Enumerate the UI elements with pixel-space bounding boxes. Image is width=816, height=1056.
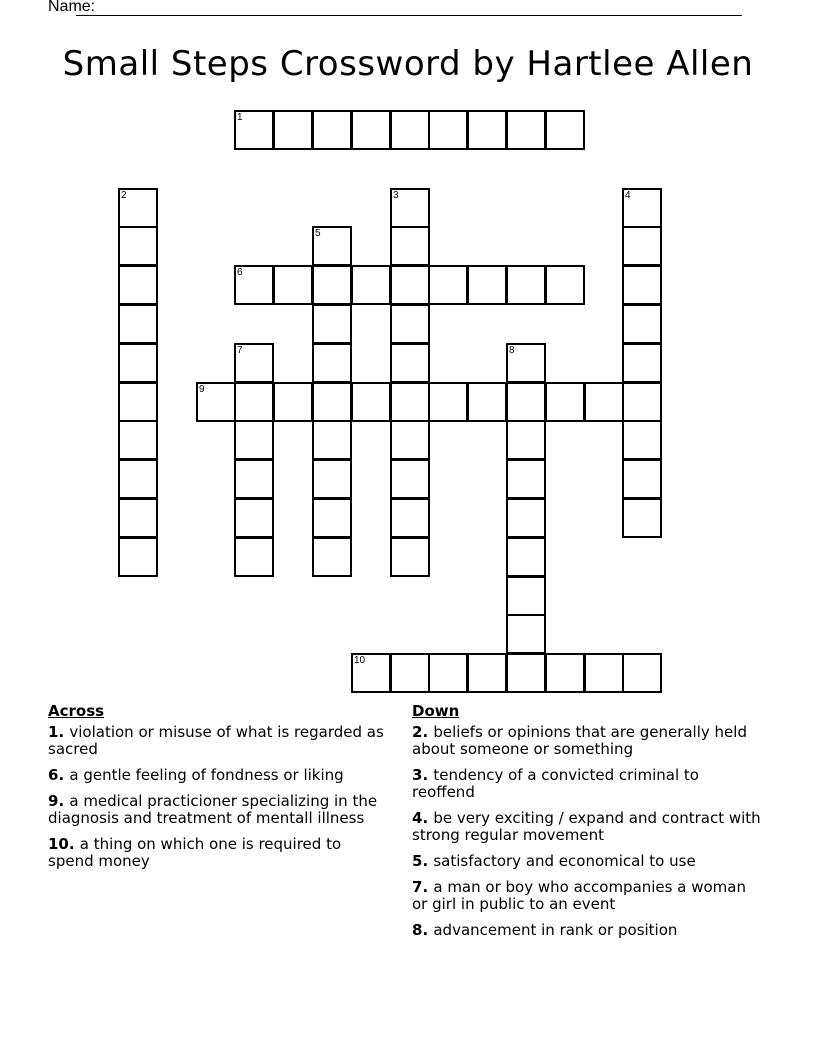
down-heading: Down: [412, 702, 460, 720]
grid-cell[interactable]: [390, 304, 430, 344]
grid-cell[interactable]: [506, 498, 546, 538]
clue-item-text: tendency of a convicted criminal to reoffend: [412, 766, 699, 801]
clue-item: 2. beliefs or opinions that are generally held about someone or something: [412, 723, 747, 758]
grid-cell[interactable]: [312, 343, 352, 383]
grid-cell[interactable]: [506, 110, 546, 150]
grid-cell[interactable]: [467, 110, 507, 150]
clue-number: 7: [237, 345, 243, 356]
clue-item-number: 3: [412, 766, 423, 784]
grid-cell[interactable]: [545, 382, 585, 422]
clue-item-text: beliefs or opinions that are generally held about someone or something: [412, 723, 747, 758]
clue-item: 3. tendency of a convicted criminal to reoffend: [412, 766, 699, 801]
grid-cell[interactable]: [584, 382, 624, 422]
grid-cell[interactable]: [118, 343, 158, 383]
grid-cell[interactable]: [234, 382, 274, 422]
clue-item: 6. a gentle feeling of fondness or liking: [48, 766, 344, 784]
clue-item-number: 5: [412, 852, 423, 870]
clue-item: 4. be very exciting / expand and contract with strong regular movement: [412, 809, 761, 844]
grid-cell[interactable]: [622, 343, 662, 383]
across-clues: [48, 724, 388, 879]
grid-cell[interactable]: [428, 265, 468, 305]
across-heading: Across: [48, 702, 105, 720]
grid-cell[interactable]: [467, 653, 507, 693]
clue-item-text: a medical practicioner specializing in the diagnosis and treatment of mentall illness: [48, 792, 378, 827]
down-clues: [412, 724, 762, 948]
grid-cell[interactable]: [467, 265, 507, 305]
grid-cell[interactable]: [390, 653, 430, 693]
grid-cell[interactable]: [390, 110, 430, 150]
clue-number: 9: [199, 384, 205, 395]
grid-cell[interactable]: [351, 110, 391, 150]
grid-cell[interactable]: [312, 304, 352, 344]
clue-number: 6: [237, 267, 243, 278]
grid-cell[interactable]: [234, 265, 274, 305]
grid-cell[interactable]: [312, 459, 352, 499]
grid-cell[interactable]: [622, 265, 662, 305]
grid-cell[interactable]: [622, 226, 662, 266]
grid-cell[interactable]: [351, 382, 391, 422]
clue-item-text: a gentle feeling of fondness or liking: [69, 766, 344, 784]
clue-number: 3: [393, 190, 399, 201]
grid-cell[interactable]: [234, 343, 274, 383]
grid-cell[interactable]: [467, 382, 507, 422]
grid-cell[interactable]: [118, 537, 158, 577]
grid-cell[interactable]: [234, 537, 274, 577]
grid-cell[interactable]: [234, 459, 274, 499]
clue-number: 2: [121, 190, 127, 201]
grid-cell[interactable]: [312, 382, 352, 422]
grid-cell[interactable]: [234, 420, 274, 460]
grid-cell[interactable]: [622, 498, 662, 538]
grid-cell[interactable]: [312, 498, 352, 538]
clue-item-number: 7: [412, 878, 423, 896]
clue-item: 8. advancement in rank or position: [412, 921, 678, 939]
grid-cell[interactable]: [312, 265, 352, 305]
grid-cell[interactable]: [118, 304, 158, 344]
grid-cell[interactable]: [390, 420, 430, 460]
grid-cell[interactable]: [428, 382, 468, 422]
name-label: Name:: [48, 0, 96, 15]
grid-cell[interactable]: [584, 653, 624, 693]
grid-cell[interactable]: [506, 653, 546, 693]
grid-cell[interactable]: [545, 653, 585, 693]
clue-number: 8: [509, 345, 515, 356]
grid-cell[interactable]: [506, 382, 546, 422]
clue-item-number: 10: [48, 835, 69, 853]
grid-cell[interactable]: [118, 188, 158, 228]
grid-cell[interactable]: [390, 188, 430, 228]
grid-cell[interactable]: [622, 653, 662, 693]
clue-item: 7. a man or boy who accompanies a woman or girl in public to an event: [412, 878, 746, 913]
clue-item-number: 1: [48, 723, 59, 741]
clue-item: 5. satisfactory and economical to use: [412, 852, 696, 870]
grid-cell[interactable]: [312, 537, 352, 577]
grid-cell[interactable]: [312, 420, 352, 460]
grid-cell[interactable]: [506, 537, 546, 577]
grid-cell[interactable]: [390, 343, 430, 383]
clue-item-text: satisfactory and economical to use: [433, 852, 696, 870]
clue-number: 10: [354, 655, 366, 666]
clue-item: 10. a thing on which one is required to spend money: [48, 835, 342, 870]
grid-cell[interactable]: [390, 382, 430, 422]
grid-cell[interactable]: [622, 304, 662, 344]
clue-item-text: a thing on which one is required to spend money: [48, 835, 342, 870]
clue-item-text: violation or misuse of what is regarded as sacred: [48, 723, 384, 758]
grid-cell[interactable]: [273, 382, 313, 422]
grid-cell[interactable]: [118, 459, 158, 499]
grid-cell[interactable]: [312, 226, 352, 266]
grid-cell[interactable]: [351, 265, 391, 305]
grid-cell[interactable]: [506, 459, 546, 499]
grid-cell[interactable]: [234, 110, 274, 150]
grid-cell[interactable]: [118, 498, 158, 538]
clue-item-number: 4: [412, 809, 423, 827]
grid-cell[interactable]: [312, 110, 352, 150]
grid-cell[interactable]: [234, 498, 274, 538]
clue-number: 5: [315, 228, 321, 239]
grid-cell[interactable]: [118, 420, 158, 460]
grid-cell[interactable]: [428, 110, 468, 150]
grid-cell[interactable]: [545, 110, 585, 150]
grid-cell[interactable]: [622, 188, 662, 228]
grid-cell[interactable]: [196, 382, 236, 422]
grid-cell[interactable]: [545, 265, 585, 305]
grid-cell[interactable]: [506, 576, 546, 616]
grid-cell[interactable]: [273, 265, 313, 305]
grid-cell[interactable]: [273, 110, 313, 150]
clue-number: 4: [625, 190, 631, 201]
clue-item: 1. violation or misuse of what is regarded as sacred: [48, 723, 384, 758]
grid-cell[interactable]: [118, 265, 158, 305]
grid-cell[interactable]: [428, 653, 468, 693]
grid-cell[interactable]: [390, 498, 430, 538]
clue-item-text: advancement in rank or position: [433, 921, 678, 939]
page-title: Small Steps Crossword by Hartlee Allen: [62, 44, 754, 84]
clue-item-text: a man or boy who accompanies a woman or girl in public to an event: [412, 878, 746, 913]
clue-item-number: 8: [412, 921, 423, 939]
clue-item-number: 2: [412, 723, 423, 741]
grid-cell[interactable]: [390, 265, 430, 305]
grid-cell[interactable]: [506, 420, 546, 460]
grid-cell[interactable]: [506, 343, 546, 383]
grid-cell[interactable]: [118, 226, 158, 266]
clue-item-number: 9: [48, 792, 59, 810]
grid-cell[interactable]: [506, 614, 546, 654]
grid-cell[interactable]: [622, 459, 662, 499]
grid-cell[interactable]: [390, 459, 430, 499]
grid-cell[interactable]: [390, 537, 430, 577]
grid-cell[interactable]: [351, 653, 391, 693]
clue-item-number: 6: [48, 766, 59, 784]
grid-cell[interactable]: [390, 226, 430, 266]
grid-cell[interactable]: [506, 265, 546, 305]
grid-cell[interactable]: [622, 382, 662, 422]
grid-cell[interactable]: [118, 382, 158, 422]
clue-number: 1: [237, 112, 243, 123]
clue-item-text: be very exciting / expand and contract with strong regular movement: [412, 809, 761, 844]
grid-cell[interactable]: [622, 420, 662, 460]
clue-item: 9. a medical practicioner specializing in the diagnosis and treatment of mentall illness: [48, 792, 378, 827]
